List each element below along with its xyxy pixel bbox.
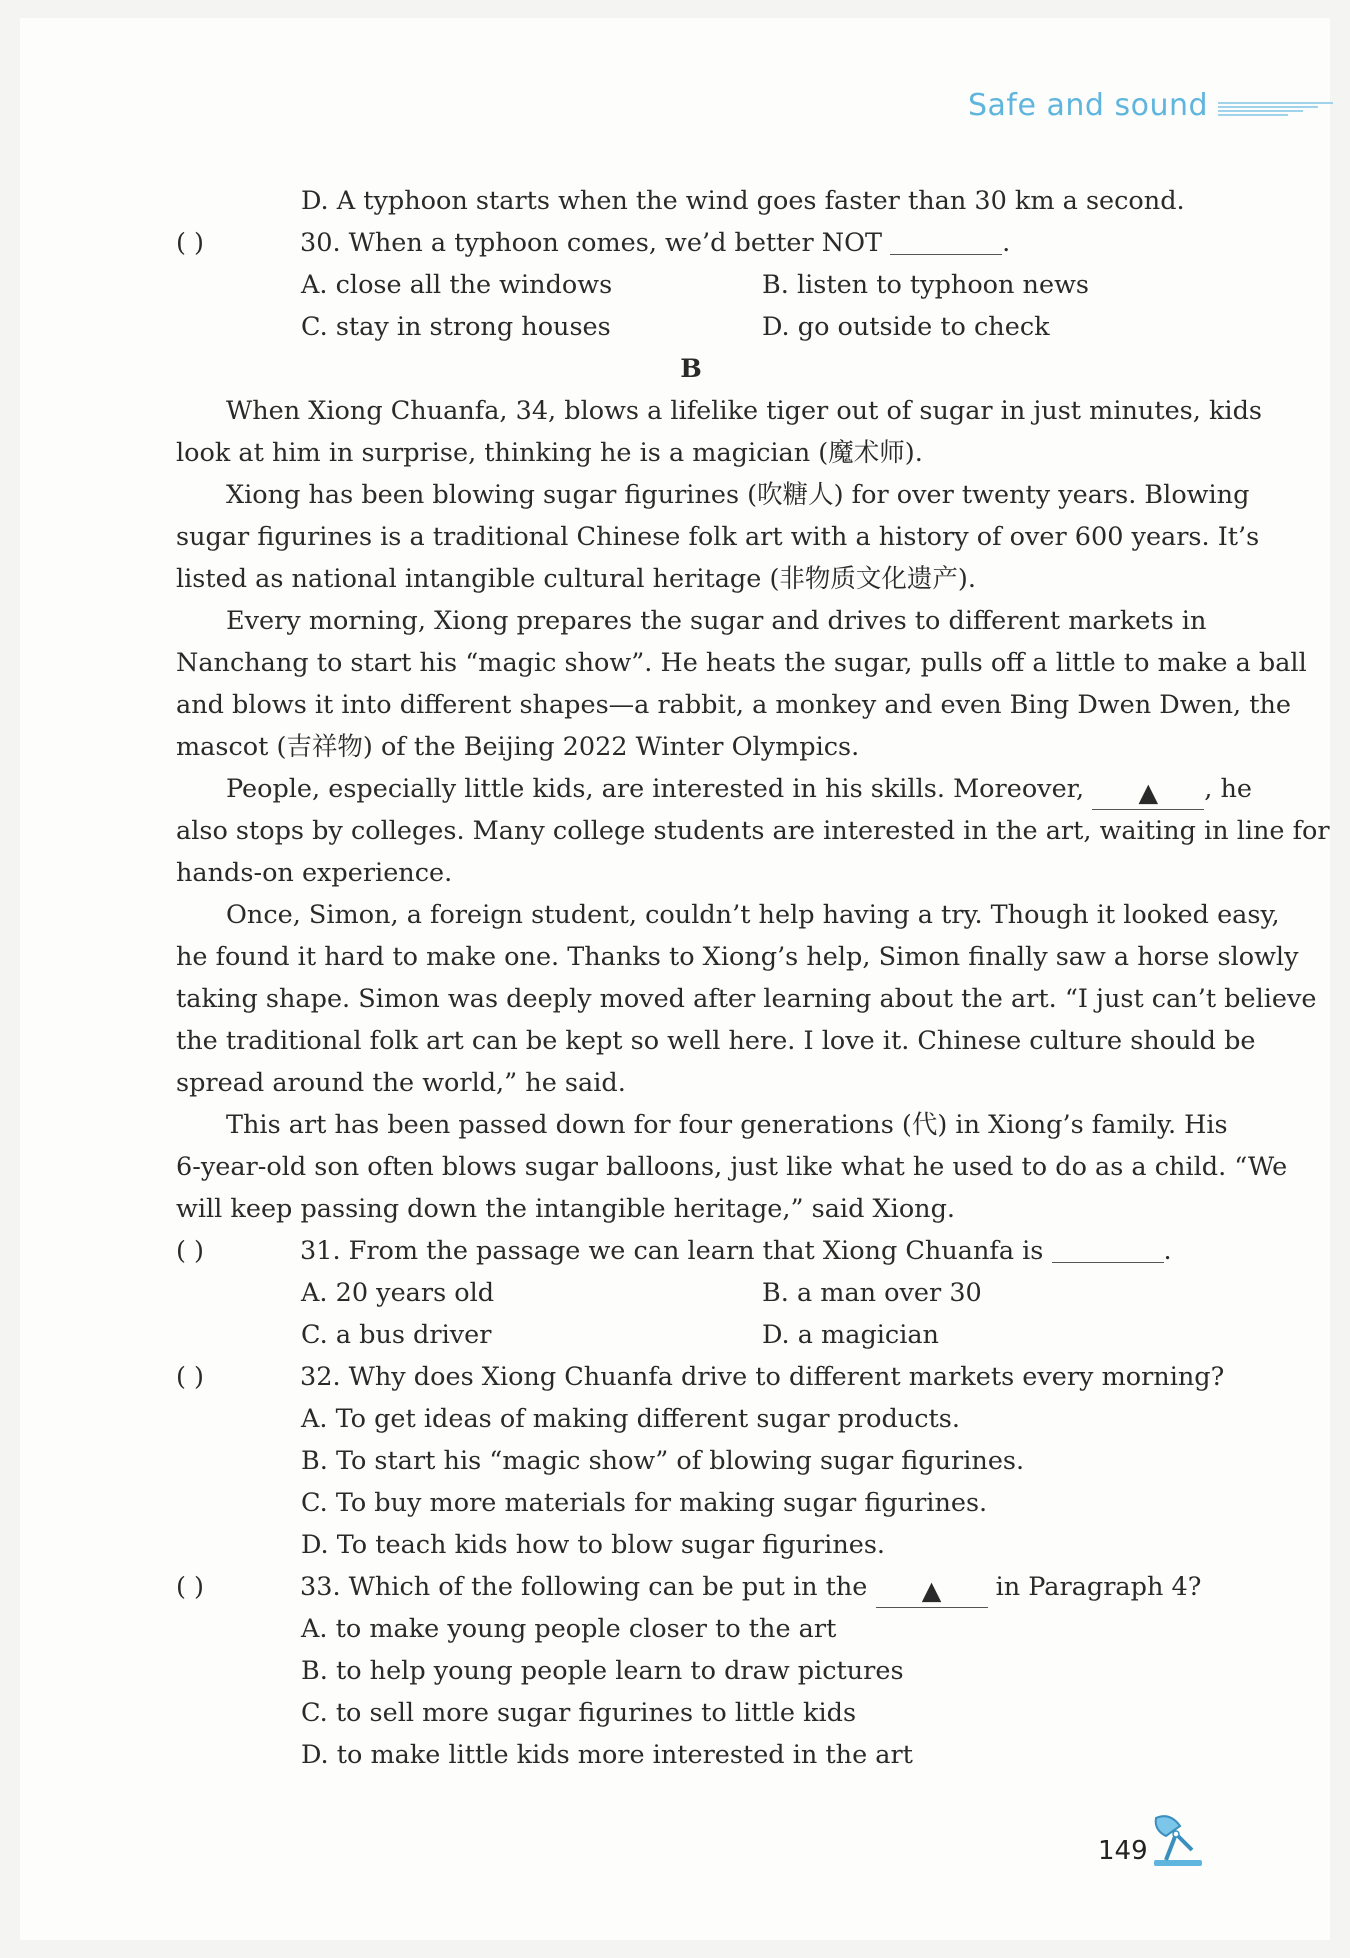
q33-option-b: B. to help young people learn to draw pictures — [301, 1656, 904, 1686]
text-line: will keep passing down the intangible heritage,” said Xiong. — [176, 1194, 956, 1224]
text-line: hands-on experience. — [176, 858, 453, 888]
q32-option-b: B. To start his “magic show” of blowing sugar figurines. — [301, 1446, 1025, 1476]
answer-blank — [1052, 1232, 1164, 1263]
q31-stem: ( ) 31. From the passage we can learn that Xiong Chuanfa is . — [176, 1230, 1206, 1272]
answer-blank — [890, 224, 1002, 255]
q32-option-c: C. To buy more materials for making sugar figurines. — [301, 1488, 988, 1518]
q31-options-row-2 — [176, 1314, 1206, 1356]
q33-option-c: C. to sell more sugar figurines to little kids — [301, 1698, 857, 1728]
text-line: Xiong has been blowing sugar figurines (吹糖人) for over twenty years. Blowing — [226, 480, 1250, 510]
q31-option-a: A. 20 years old — [301, 1278, 495, 1308]
text-line: spread around the world,” he said. — [176, 1068, 626, 1098]
header-decoration-lines-icon — [1218, 100, 1333, 120]
q33-option-a: A. to make young people closer to the art — [301, 1614, 837, 1644]
text-line: Once, Simon, a foreign student, couldn’t help having a try. Though it looked easy, — [226, 900, 1280, 930]
q33-option-d: D. to make little kids more interested in the art — [301, 1740, 913, 1770]
text-line: This art has been passed down for four generations (代) in Xiong’s family. His — [226, 1110, 1228, 1140]
q31-option-c: C. a bus driver — [301, 1320, 492, 1350]
q30-stem: ( ) 30. When a typhoon comes, we’d better NOT . — [176, 222, 1206, 264]
text-line: sugar figurines is a traditional Chinese folk art with a history of over 600 years. It’s — [176, 522, 1260, 552]
content — [176, 180, 1330, 1776]
q31-option-b: B. a man over 30 — [762, 1278, 982, 1308]
q32-option-a: A. To get ideas of making different sugar products. — [301, 1404, 960, 1434]
q30-options-row-1 — [176, 264, 1206, 306]
desk-lamp-icon — [1148, 1810, 1208, 1870]
triangle-blank: ▲ — [876, 1575, 988, 1608]
q30-option-c: C. stay in strong houses — [301, 312, 611, 342]
q29-option-d: D. A typhoon starts when the wind goes faster than 30 km a second. — [301, 186, 1185, 216]
text-line: People, especially little kids, are interested in his skills. Moreover, ▲ , he — [226, 774, 1253, 808]
answer-parens[interactable]: ( ) — [176, 1362, 205, 1392]
section-title: B — [680, 354, 702, 384]
text-line: Nanchang to start his “magic show”. He heats the sugar, pulls off a little to make a ball — [176, 648, 1307, 678]
text-line: and blows it into different shapes—a rabbit, a monkey and even Bing Dwen Dwen, the — [176, 690, 1292, 720]
page-number: 149 — [1098, 1836, 1148, 1866]
text-line: 6-year-old son often blows sugar balloons, just like what he used to do as a child. “We — [176, 1152, 1288, 1182]
text-line: also stops by colleges. Many college students are interested in the art, waiting in line for — [176, 816, 1330, 846]
q30-option-d: D. go outside to check — [762, 312, 1050, 342]
answer-parens[interactable]: ( ) — [176, 228, 205, 258]
q31-option-d: D. a magician — [762, 1320, 939, 1350]
text-line: listed as national intangible cultural heritage (非物质文化遗产). — [176, 564, 976, 594]
paragraph-2 — [176, 474, 1260, 600]
answer-parens[interactable]: ( ) — [176, 1236, 205, 1266]
text-line: he found it hard to make one. Thanks to Xiong’s help, Simon finally saw a horse slowly — [176, 942, 1299, 972]
text-line: When Xiong Chuanfa, 34, blows a lifelike tiger out of sugar in just minutes, kids — [226, 396, 1262, 426]
answer-parens[interactable]: ( ) — [176, 1572, 205, 1602]
text-line: mascot (吉祥物) of the Beijing 2022 Winter Olympics. — [176, 732, 860, 762]
paragraph-4 — [176, 768, 1330, 894]
paragraph-1 — [176, 390, 1262, 474]
text-line: look at him in surprise, thinking he is a magician (魔术师). — [176, 438, 923, 468]
q30-option-b: B. listen to typhoon news — [762, 270, 1089, 300]
q31-options-row-1 — [176, 1272, 1206, 1314]
paragraph-6 — [176, 1104, 1288, 1230]
paragraph-3 — [176, 600, 1307, 768]
q30-options-row-2 — [176, 306, 1206, 348]
paragraph-5 — [176, 894, 1317, 1104]
text-line: the traditional folk art can be kept so well here. I love it. Chinese culture should be — [176, 1026, 1256, 1056]
text-line: taking shape. Simon was deeply moved after learning about the art. “I just can’t believe — [176, 984, 1317, 1014]
q30-option-a: A. close all the windows — [301, 270, 613, 300]
q32-stem: ( ) 32. Why does Xiong Chuanfa drive to different markets every morning? — [176, 1356, 1206, 1398]
q33-stem: ( ) 33. Which of the following can be put in the ▲ in Paragraph 4? — [176, 1566, 1206, 1608]
q32-option-d: D. To teach kids how to blow sugar figurines. — [301, 1530, 886, 1560]
unit-title: Safe and sound — [968, 88, 1209, 123]
text-line: Every morning, Xiong prepares the sugar and drives to different markets in — [226, 606, 1207, 636]
triangle-blank: ▲ — [1092, 777, 1204, 810]
